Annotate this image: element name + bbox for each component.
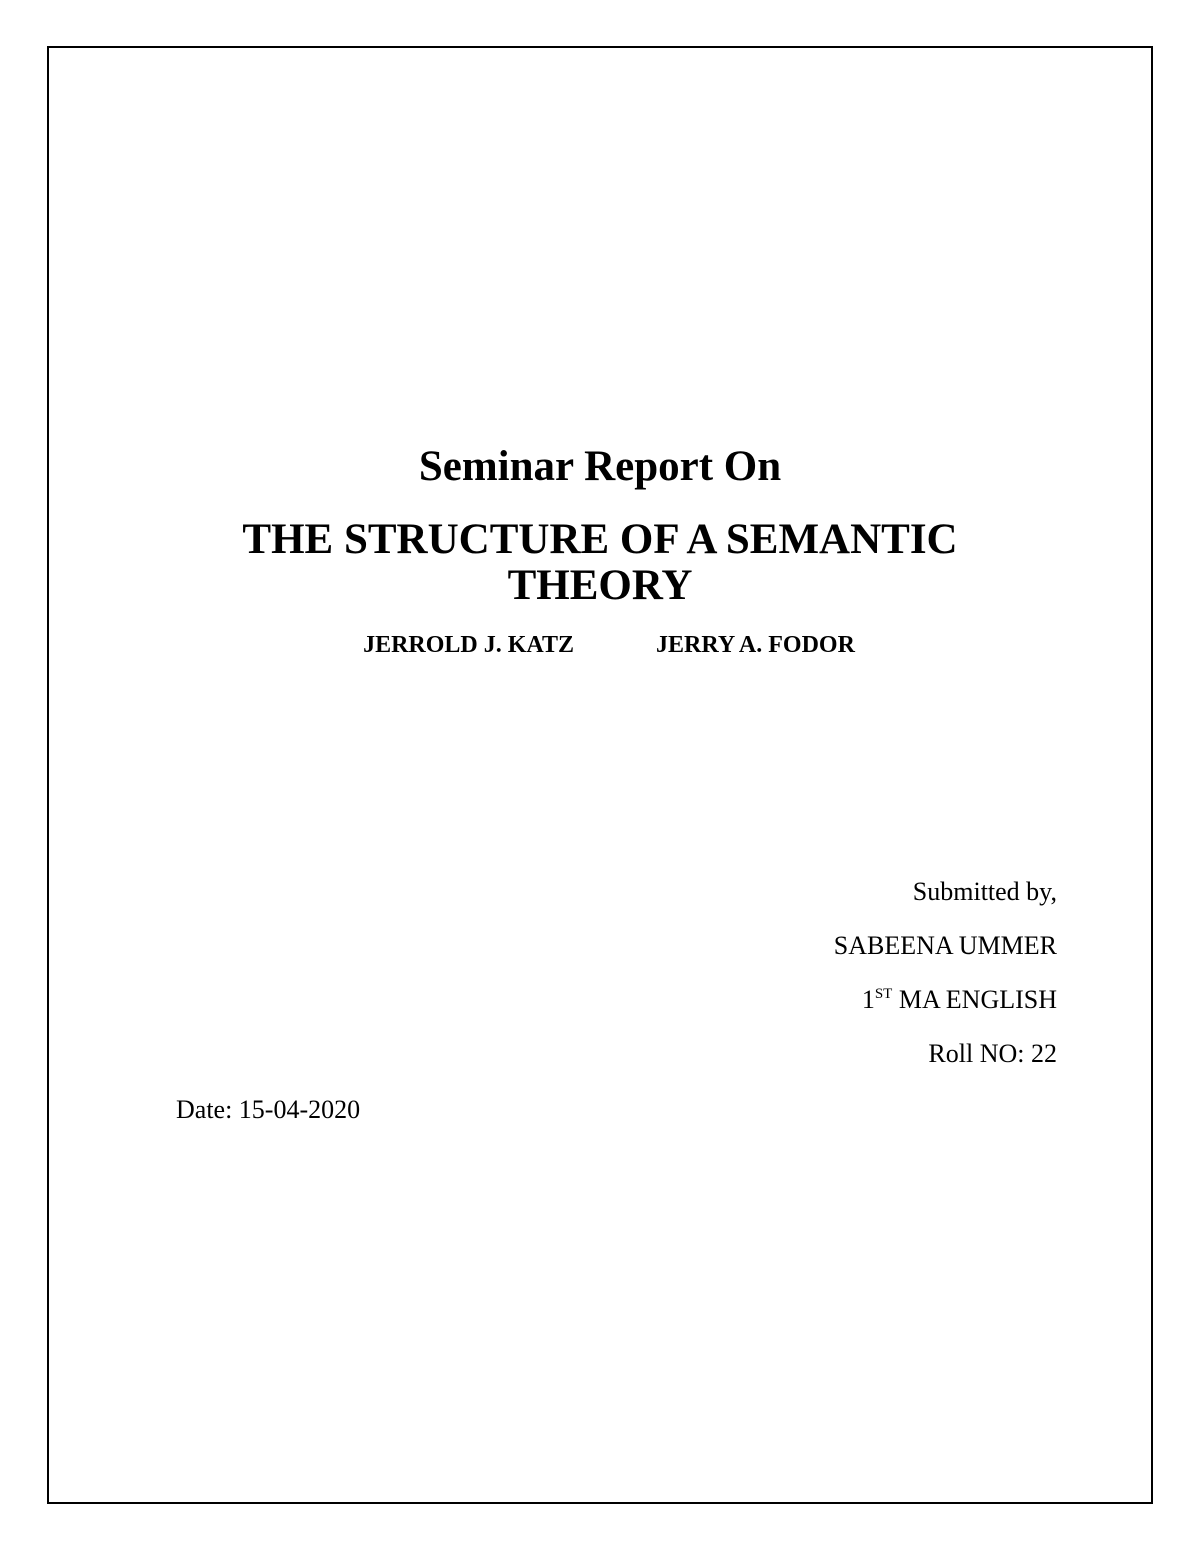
submitted-by-label: Submitted by, xyxy=(912,877,1057,906)
submission-block xyxy=(834,876,1057,1092)
submission-date: Date: 15-04-2020 xyxy=(176,1095,361,1124)
page-border xyxy=(47,46,1153,1504)
title-block xyxy=(0,443,1200,659)
report-title: THE STRUCTURE OF A SEMANTIC THEORY xyxy=(242,516,958,609)
student-course xyxy=(834,984,1057,1016)
course-year-suffix: ST xyxy=(874,986,893,1002)
authors-line xyxy=(0,631,1200,659)
course-name: MA ENGLISH xyxy=(892,985,1057,1014)
student-name: SABEENA UMMER xyxy=(833,931,1057,960)
report-heading: Seminar Report On xyxy=(418,443,782,490)
author-katz: JERROLD J. KATZ xyxy=(363,632,574,658)
roll-number: Roll NO: 22 xyxy=(928,1039,1057,1068)
author-fodor: JERRY A. FODOR xyxy=(655,632,855,658)
course-year-number: 1 xyxy=(861,985,875,1014)
